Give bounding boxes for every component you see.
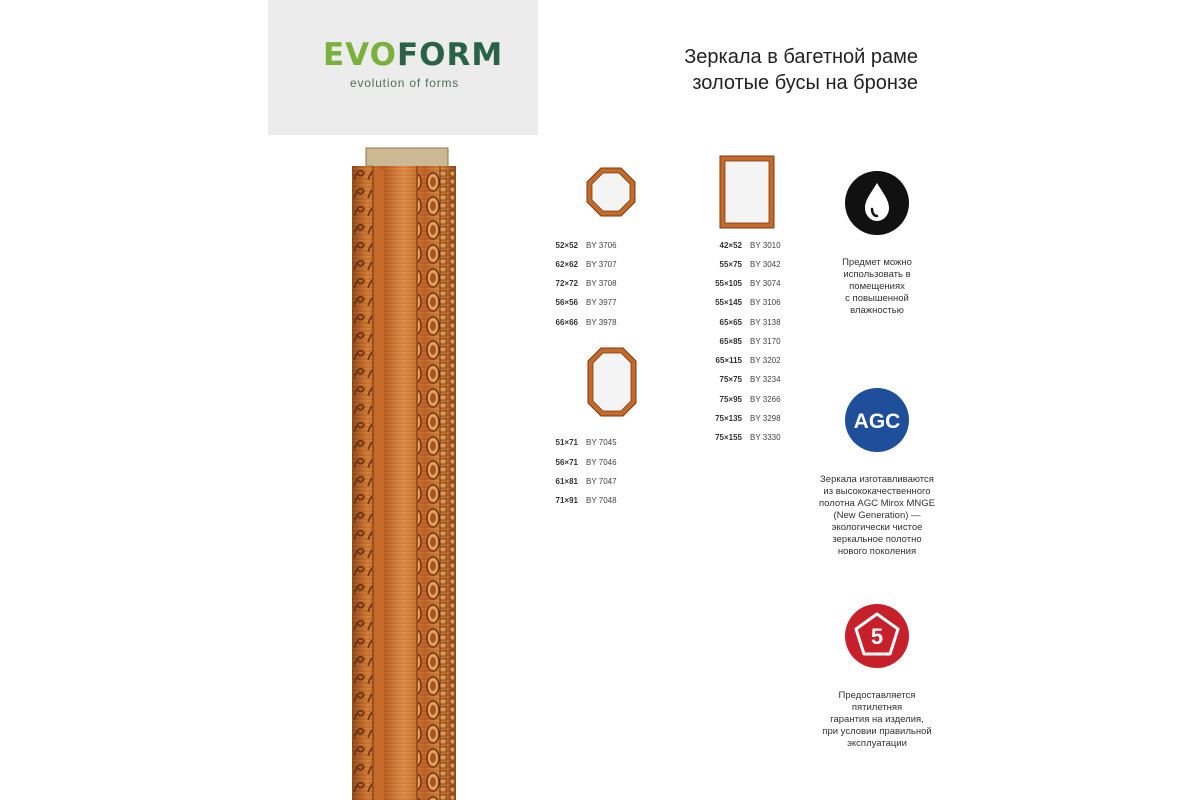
- brand-logo: [323, 37, 504, 73]
- warranty-badge-text: 5: [870, 624, 884, 649]
- frame-profile-image: [352, 146, 456, 800]
- water-drop-icon: [845, 171, 909, 235]
- list-item: 62×62 BY 3707: [555, 260, 617, 269]
- humidity-description: Предмет можно использовать в помещениях с повышенной влажностью: [842, 257, 912, 316]
- list-item: 56×71 BY 7046: [555, 458, 617, 467]
- list-item: 51×71 BY 7045: [555, 438, 617, 447]
- list-item: 65×115 BY 3202: [715, 356, 781, 365]
- title-line-1: Зеркала в багетной раме: [684, 46, 918, 68]
- list-item: 55×75 BY 3042: [719, 260, 781, 269]
- list-item: 75×155 BY 3330: [715, 433, 781, 442]
- logo-form: FORM: [396, 37, 504, 73]
- list-item: 75×135 BY 3298: [715, 414, 781, 423]
- list-item: 55×145 BY 3106: [715, 298, 781, 307]
- list-item: 65×85 BY 3170: [719, 337, 781, 346]
- five-year-warranty-icon: [845, 604, 909, 668]
- title-line-2: золотые бусы на бронзе: [692, 72, 918, 94]
- list-item: 75×75 BY 3234: [719, 375, 781, 384]
- agc-description: Зеркала изготавливаются из высококачественного полотна AGC Mirox MNGE (New Generation) — экологически чистое зеркальное полотно нового поколения: [818, 474, 936, 557]
- list-item: 52×52 BY 3706: [555, 241, 617, 250]
- list-item: 61×81 BY 7047: [555, 477, 617, 486]
- list-item: 65×65 BY 3138: [719, 318, 781, 327]
- agc-logo-icon: [845, 388, 909, 452]
- list-item: 55×105 BY 3074: [715, 279, 781, 288]
- octagon-mirror-icon: [586, 167, 636, 217]
- agc-badge-text: AGC: [853, 410, 901, 433]
- warranty-description: Предоставляется пятилетняя гарантия на изделия, при условии правильной эксплуатации: [822, 690, 932, 749]
- list-item: 42×52 BY 3010: [719, 241, 781, 250]
- logo-evo: EVO: [323, 37, 397, 73]
- list-item: 72×72 BY 3708: [555, 279, 617, 288]
- brand-tagline: evolution of forms: [350, 76, 460, 90]
- list-item: 71×91 BY 7048: [555, 496, 617, 505]
- page-title: [684, 44, 918, 96]
- list-item: 56×56 BY 3977: [555, 298, 617, 307]
- tall-octagon-mirror-icon: [587, 347, 637, 417]
- rectangle-mirror-icon: [719, 155, 775, 229]
- list-item: 66×66 BY 3978: [555, 318, 617, 327]
- list-item: 75×95 BY 3266: [719, 395, 781, 404]
